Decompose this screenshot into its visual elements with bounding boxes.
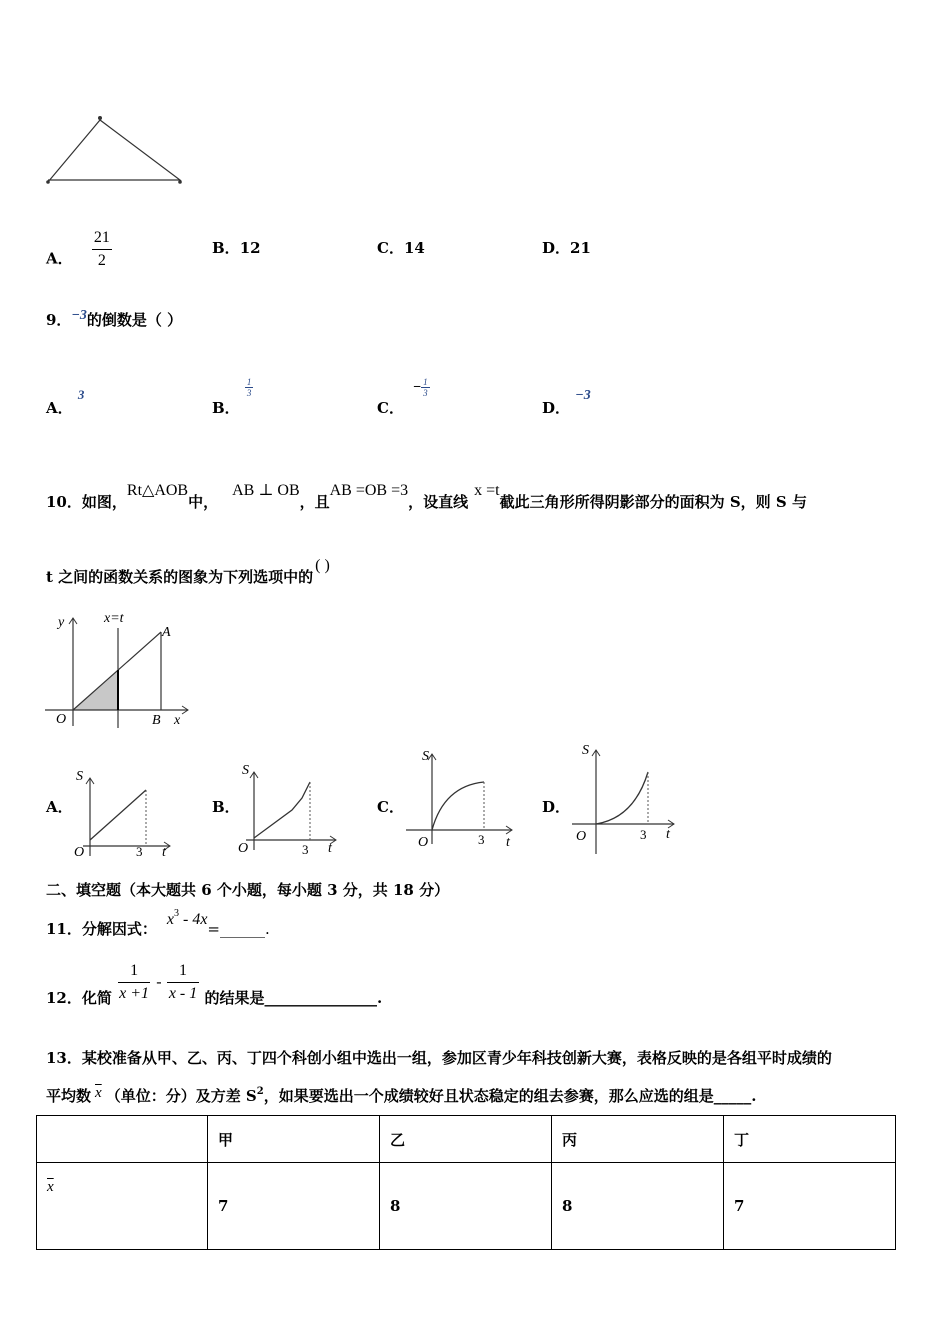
q10-option-d-label: D． xyxy=(542,798,571,816)
q9-option-c-fraction: $\frac{1}{3}$ xyxy=(423,376,428,398)
svg-text:S: S xyxy=(582,743,589,758)
q10-option-c-graph xyxy=(402,744,520,854)
q13-line2: 平均数 $\overline{x}$ （单位：分）及方差 $S^2$，如果要选出一个成绩较好且状态稳定的组去参赛，那么应选的组是_____. xyxy=(46,1085,757,1105)
svg-text:3: 3 xyxy=(478,832,485,847)
svg-text:3: 3 xyxy=(640,827,647,842)
fig-label-y: y xyxy=(58,615,65,630)
svg-text:O: O xyxy=(576,829,587,844)
svg-text:O: O xyxy=(238,841,249,856)
table-header-cell: 丙 xyxy=(552,1116,724,1163)
q12-fraction-2: $\frac{1}{x - 1}$ xyxy=(168,962,198,1002)
q10-option-b-graph xyxy=(234,760,344,858)
q9-option-b-fraction: $\frac{1}{3}$ xyxy=(246,376,252,398)
table-cell: 8 xyxy=(552,1163,724,1250)
q8-option-b: B．12 xyxy=(212,239,261,257)
q10-option-d-graph xyxy=(568,738,680,856)
scores-table xyxy=(36,1115,896,1250)
q11: 11．分解因式：$x^3$ - 4x=______. xyxy=(46,908,270,938)
svg-text:S: S xyxy=(242,763,249,778)
q10-option-a-graph xyxy=(68,766,178,858)
q10-stem-line2: t 之间的函数关系的图象为下列选项中的( ) xyxy=(46,557,330,586)
q8-option-a: A． $\frac{21}{2}$ xyxy=(46,237,112,282)
q9-option-c: C． − $\frac{1}{3}$ xyxy=(377,376,428,417)
table-header-cell: 乙 xyxy=(380,1116,552,1163)
svg-text:3: 3 xyxy=(136,844,143,858)
table-row xyxy=(37,1163,896,1250)
q10-option-a-label: A． xyxy=(46,798,73,816)
q13-line1: 13．某校准备从甲、乙、丙、丁四个科创小组中选出一组，参加区青少年科技创新大赛，表格反映的是各组平时成绩的 xyxy=(46,1049,832,1067)
fig-label-b: B xyxy=(152,713,161,728)
fig-label-a: A xyxy=(162,625,171,640)
q10-stem-line1: 10．如图，Rt△AOB中，AB ⊥ OB，且AB =OB =3，设直线x =t截此三角形所得阴影部分的面积为 S，则 S 与 xyxy=(46,482,807,511)
q8-option-c: C．14 xyxy=(377,239,425,257)
q8-option-d: D．21 xyxy=(542,239,591,257)
fig-label-xt: x=t xyxy=(104,611,124,626)
q9-option-b: B． $\frac{1}{3}$ xyxy=(212,376,252,417)
table-header-cell: 丁 xyxy=(724,1116,896,1163)
q9-stem: 9．−3的倒数是（ ） xyxy=(46,308,183,329)
fig-label-o: O xyxy=(56,712,67,727)
svg-text:t: t xyxy=(328,841,332,856)
table-cell: 8 xyxy=(380,1163,552,1250)
svg-text:O: O xyxy=(74,845,85,858)
table-cell: 7 xyxy=(724,1163,896,1250)
section-heading: 二、填空题（本大题共 6 个小题，每小题 3 分，共 18 分） xyxy=(46,881,450,899)
q10-figure xyxy=(40,606,195,736)
svg-text:S: S xyxy=(76,769,83,784)
table-header-row xyxy=(37,1116,896,1163)
table-header-cell xyxy=(37,1116,208,1163)
svg-text:S: S xyxy=(422,749,429,764)
q12-fraction-1: $\frac{1}{x +1}$ xyxy=(119,962,150,1002)
q9-option-a: A． 3 xyxy=(46,387,85,417)
q9-option-d: D． −3 xyxy=(542,388,591,417)
q12: 12．化简 $\frac{1}{x +1}$ - $\frac{1}{x - 1}$ 的结果是_______________. xyxy=(46,962,383,1007)
triangle-figure xyxy=(40,108,200,193)
q8-option-a-fraction: $\frac{21}{2}$ xyxy=(93,229,110,269)
svg-text:O: O xyxy=(418,835,429,850)
q10-option-c-label: C． xyxy=(377,798,404,816)
q10-option-b-label: B． xyxy=(212,798,240,816)
table-row-label: $\overline{x}$ xyxy=(37,1163,208,1250)
fig-label-x: x xyxy=(174,713,181,728)
svg-text:t: t xyxy=(162,845,166,858)
table-cell: 7 xyxy=(208,1163,380,1250)
svg-text:t: t xyxy=(506,835,510,850)
table-header-cell: 甲 xyxy=(208,1116,380,1163)
svg-text:t: t xyxy=(666,827,670,842)
svg-text:3: 3 xyxy=(302,842,309,857)
